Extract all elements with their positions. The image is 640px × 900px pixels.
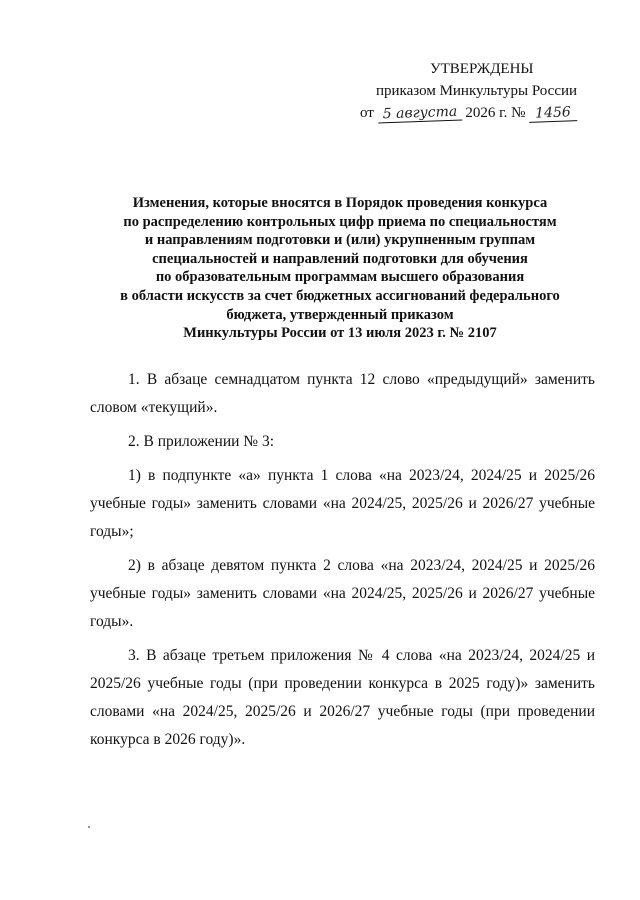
title-line: бюджета, утвержденный приказом — [226, 306, 454, 323]
scan-speck — [88, 826, 90, 828]
paragraph-2-2: 2) в абзаце девятом пункта 2 слова «на 2023/24, 2024/25 и 2025/26 учебные годы» заменить словами «на 2024/25, 2025/26 и 2026/27 учебные годы». — [90, 557, 595, 630]
approval-order-line: приказом Минкультуры России — [376, 83, 578, 99]
document-body — [90, 366, 595, 760]
approval-date-line — [360, 102, 600, 124]
title-line: в области искусств за счет бюджетных ассигнований федерального — [120, 287, 560, 304]
title-line: Минкультуры России от 13 июля 2023 г. № 2107 — [183, 325, 497, 342]
approval-prefix: от — [360, 105, 374, 121]
title-line: по распределению контрольных цифр приема по специальностям — [123, 213, 557, 230]
approval-heading: УТВЕРЖДЕНЫ — [430, 61, 534, 77]
paragraph-1: 1. В абзаце семнадцатом пункта 12 слово «предыдущий» заменить словом «текущий». — [90, 371, 595, 416]
paragraph-3: 3. В абзаце третьем приложения № 4 слова «на 2023/24, 2024/25 и 2025/26 учебные годы (при проведении конкурса в 2025 году)» заменить словами «на 2024/25, 2025/26 и 2026/27 учебные годы (при проведении конкурса в 2026 году)». — [90, 647, 595, 748]
title-line: Изменения, которые вносятся в Порядок проведения конкурса — [132, 195, 548, 211]
approval-block — [360, 58, 600, 124]
paragraph-2: 2. В приложении № 3: — [128, 433, 275, 450]
document-title — [80, 194, 600, 343]
approval-year-number: 2026 г. № — [465, 105, 526, 121]
title-line: и направлениям подготовки и (или) укрупненным группам — [144, 232, 536, 249]
title-line: специальностей и направлений подготовки для обучения — [152, 250, 528, 267]
handwritten-date: 5 августа — [377, 104, 462, 124]
handwritten-number: 1456 — [529, 104, 578, 123]
paragraph-2-1: 1) в подпункте «а» пункта 1 слова «на 2023/24, 2024/25 и 2025/26 учебные годы» заменить словами «на 2024/25, 2025/26 и 2026/27 учебные годы»; — [90, 467, 595, 540]
title-line: по образовательным программам высшего образования — [155, 269, 525, 286]
